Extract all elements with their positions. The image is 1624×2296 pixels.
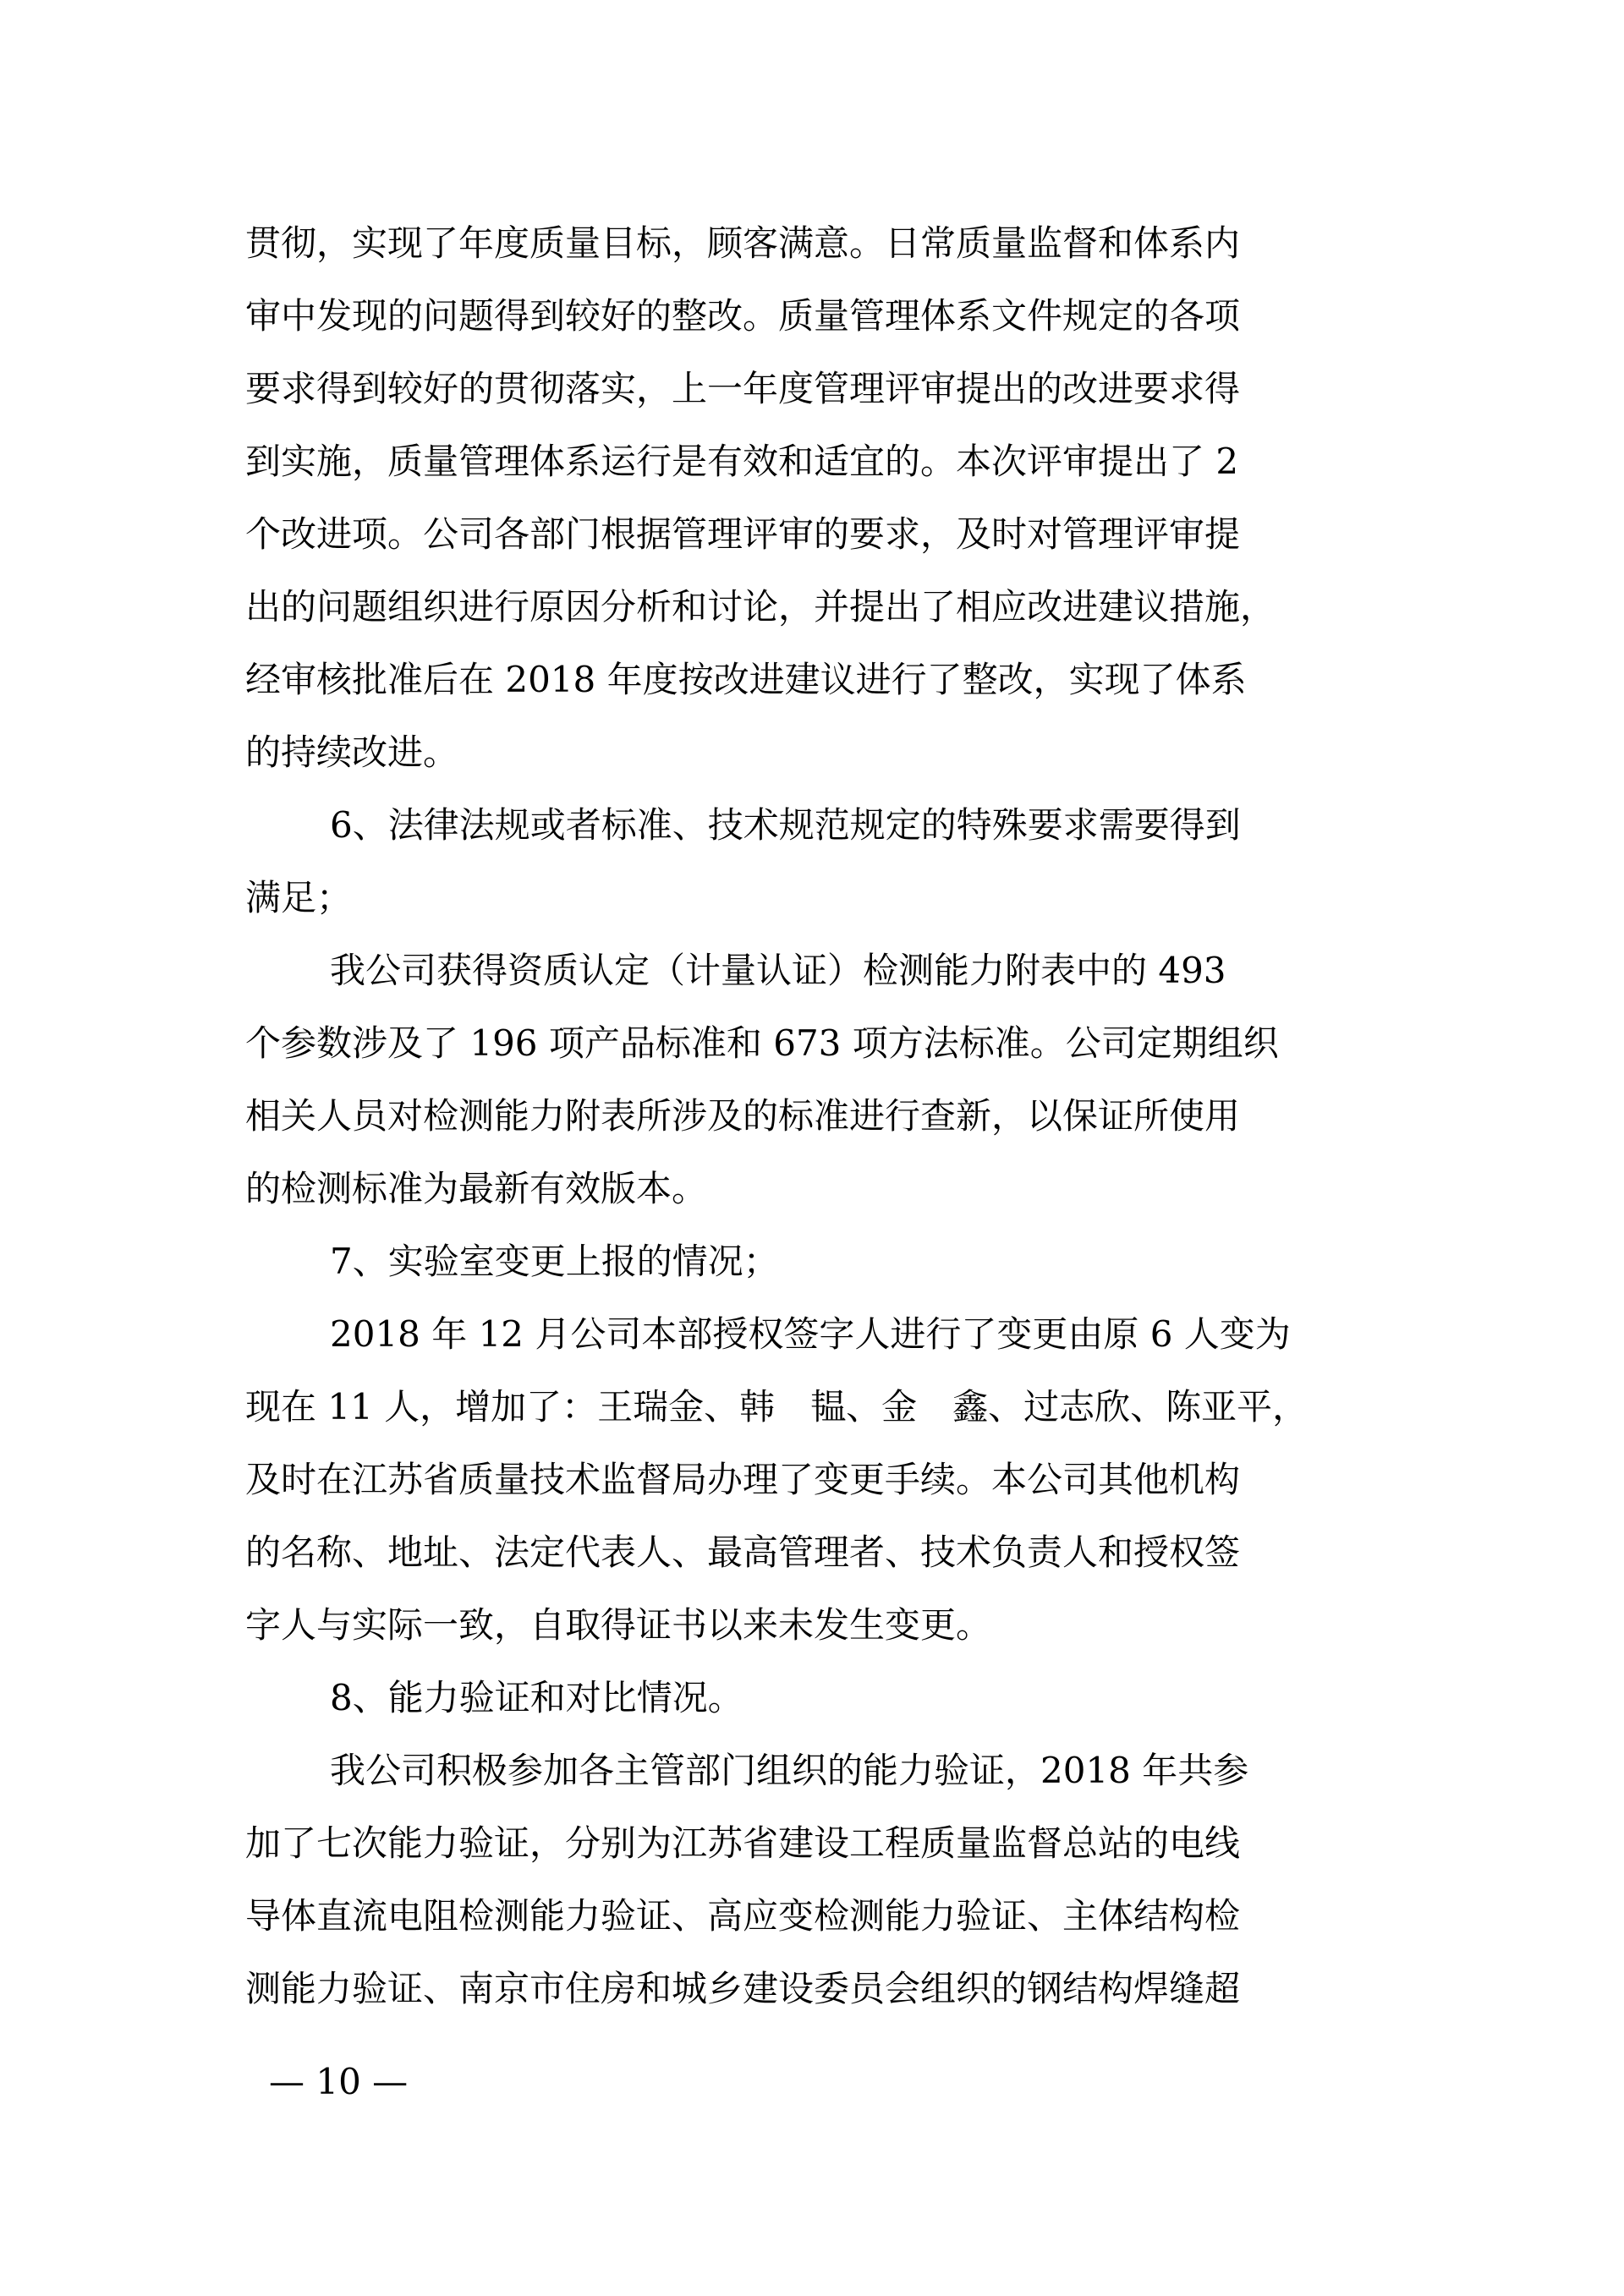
text-line: 审中发现的问题得到较好的整改。质量管理体系文件规定的各项 bbox=[245, 295, 1241, 337]
text-line: 测能力验证、南京市住房和城乡建设委员会组织的钢结构焊缝超 bbox=[245, 1968, 1241, 2009]
text-line: 要求得到较好的贯彻落实，上一年度管理评审提出的改进要求得 bbox=[245, 368, 1241, 409]
text-line: 个参数涉及了 196 项产品标准和 673 项方法标准。公司定期组织 bbox=[245, 1022, 1279, 1064]
text-line: 相关人员对检测能力附表所涉及的标准进行查新，以保证所使用 bbox=[245, 1095, 1241, 1137]
text-line: 经审核批准后在 2018 年度按改进建议进行了整改，实现了体系 bbox=[245, 659, 1247, 700]
text-line: 的检测标准为最新有效版本。 bbox=[245, 1168, 708, 1209]
page-number: — 10 — bbox=[269, 2061, 409, 2102]
text-line: 及时在江苏省质量技术监督局办理了变更手续。本公司其他机构 bbox=[245, 1459, 1241, 1500]
text-line: 我公司获得资质认定（计量认证）检测能力附表中的 493 bbox=[330, 950, 1226, 991]
text-line: 现在 11 人，增加了：王瑞金、韩 韫、金 鑫、过志欣、陈亚平， bbox=[245, 1386, 1309, 1427]
text-line: 满足； bbox=[245, 877, 353, 918]
text-line: 2018 年 12 月公司本部授权签字人进行了变更由原 6 人变为 bbox=[330, 1313, 1291, 1355]
text-line: 字人与实际一致，自取得证书以来未发生变更。 bbox=[245, 1604, 992, 1646]
text-line: 加了七次能力验证，分别为江苏省建设工程质量监督总站的电线 bbox=[245, 1822, 1241, 1864]
text-line: 导体直流电阻检测能力验证、高应变检测能力验证、主体结构检 bbox=[245, 1895, 1241, 1937]
section-heading-7: 7、实验室变更上报的情况； bbox=[330, 1241, 779, 1282]
text-line: 贯彻，实现了年度质量目标，顾客满意。日常质量监督和体系内 bbox=[245, 222, 1241, 264]
section-heading-8: 8、能力验证和对比情况。 bbox=[330, 1677, 743, 1718]
text-line: 的持续改进。 bbox=[245, 732, 459, 773]
text-line: 个改进项。公司各部门根据管理评审的要求，及时对管理评审提 bbox=[245, 513, 1241, 555]
section-heading-6: 6、法律法规或者标准、技术规范规定的特殊要求需要得到 bbox=[330, 804, 1241, 846]
text-line: 出的问题组织进行原因分析和讨论，并提出了相应改进建议措施， bbox=[245, 586, 1276, 627]
text-line: 我公司积极参加各主管部门组织的能力验证，2018 年共参 bbox=[330, 1750, 1249, 1791]
text-line: 的名称、地址、法定代表人、最高管理者、技术负责人和授权签 bbox=[245, 1532, 1241, 1573]
text-line: 到实施，质量管理体系运行是有效和适宜的。本次评审提出了 2 bbox=[245, 441, 1239, 482]
